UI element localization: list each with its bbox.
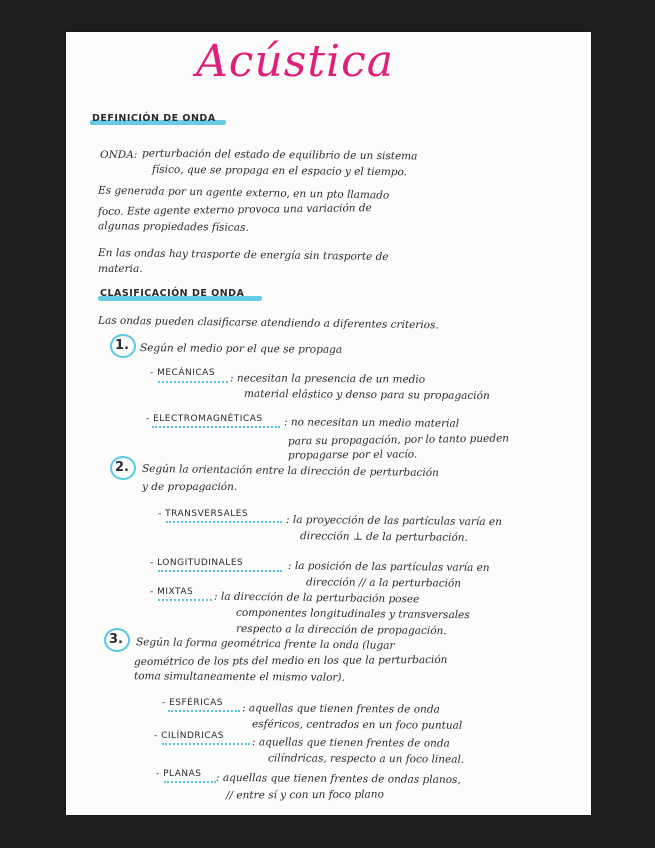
type-description: propagarse por el vacío. <box>287 448 418 462</box>
type-description: cilíndricas, respecto a un foco lineal. <box>267 752 465 766</box>
type-description: dirección // a la perturbación <box>305 576 462 590</box>
onda-definition-line: perturbación del estado de equilibrio de un sistema <box>141 147 418 163</box>
section-heading-definicion: DEFINICIÓN DE ONDA <box>92 113 216 124</box>
type-description: dirección ⊥ de la perturbación. <box>299 530 468 544</box>
type-description: material elástico y denso para su propagación <box>243 387 490 403</box>
criterion-text: y de propagación. <box>142 481 238 493</box>
term-underline <box>158 599 212 601</box>
criterion-number: 2. <box>115 460 129 475</box>
term-underline <box>152 426 280 428</box>
type-description: respecto a la dirección de propagación. <box>235 622 447 638</box>
type-description: : aquellas que tienen frentes de onda <box>251 736 450 750</box>
criterion-text: geométrico de los pts del medio en los que la perturbación <box>133 653 448 669</box>
paragraph-line: Es generada por un agente externo, en un pto llamado <box>97 184 390 202</box>
type-description: para su propagación, por lo tanto pueden <box>287 432 510 448</box>
type-term-transversales: - TRANSVERSALES <box>158 509 249 519</box>
criterion-text: Según la forma geométrica frente la onda (lugar <box>135 636 395 652</box>
type-term-cilindricas: - CILÍNDRICAS <box>154 731 224 741</box>
criterion-number: 1. <box>115 338 129 353</box>
paragraph-line: materia. <box>98 263 143 275</box>
page-title: Acústica <box>196 36 394 87</box>
type-description: : la proyección de las partículas varía en <box>285 513 502 529</box>
term-underline <box>164 781 216 783</box>
term-underline <box>162 743 250 745</box>
paragraph-line: foco. Este agente externo provoca una variación de <box>97 202 372 218</box>
paragraph-line: algunas propiedades físicas. <box>97 220 249 234</box>
type-description: esféricos, centrados en un foco puntual <box>251 718 463 732</box>
type-term-electromagneticas: - ELECTROMAGNÉTICAS <box>146 414 263 424</box>
criterion-text: Según el medio por el que se propaga <box>139 342 343 356</box>
type-term-mecanicas: - MECÁNICAS <box>150 368 216 378</box>
section-heading-clasificacion: CLASIFICACIÓN DE ONDA <box>100 288 245 299</box>
type-description: : aquellas que tienen frentes de onda <box>241 702 440 716</box>
term-underline <box>168 710 240 712</box>
onda-term: ONDA: <box>100 149 138 161</box>
type-description: : la posición de las partículas varía en <box>287 559 490 575</box>
type-term-longitudinales: - LONGITUDINALES <box>150 558 244 568</box>
type-term-mixtas: - MIXTAS <box>150 587 194 597</box>
criterion-text: Según la orientación entre la dirección de perturbación <box>141 462 439 480</box>
criterion-number: 3. <box>109 632 123 647</box>
type-description: : no necesitan un medio material <box>283 416 460 430</box>
notebook-page <box>66 32 591 815</box>
term-underline <box>166 521 282 523</box>
type-description: // entre sí y con un foco plano <box>225 788 384 802</box>
type-description: : la dirección de la perturbación posee <box>213 590 420 606</box>
criterion-text: toma simultaneamente el mismo valor). <box>133 670 345 684</box>
term-underline <box>158 381 228 383</box>
type-description: componentes longitudinales y transversales <box>235 606 470 622</box>
paragraph-line: En las ondas hay trasporte de energía sin trasporte de <box>97 246 389 264</box>
type-term-esfericas: - ESFÉRICAS <box>162 698 223 708</box>
type-description: : necesitan la presencia de un medio <box>229 372 426 386</box>
type-term-planas: - PLANAS <box>156 769 202 779</box>
intro-line: Las ondas pueden clasificarse atendiendo a diferentes criterios. <box>97 314 439 332</box>
term-underline <box>158 570 282 572</box>
onda-definition-line: físico, que se propaga en el espacio y el tiempo. <box>151 163 408 179</box>
type-description: : aquellas que tienen frentes de ondas planos, <box>215 771 461 787</box>
